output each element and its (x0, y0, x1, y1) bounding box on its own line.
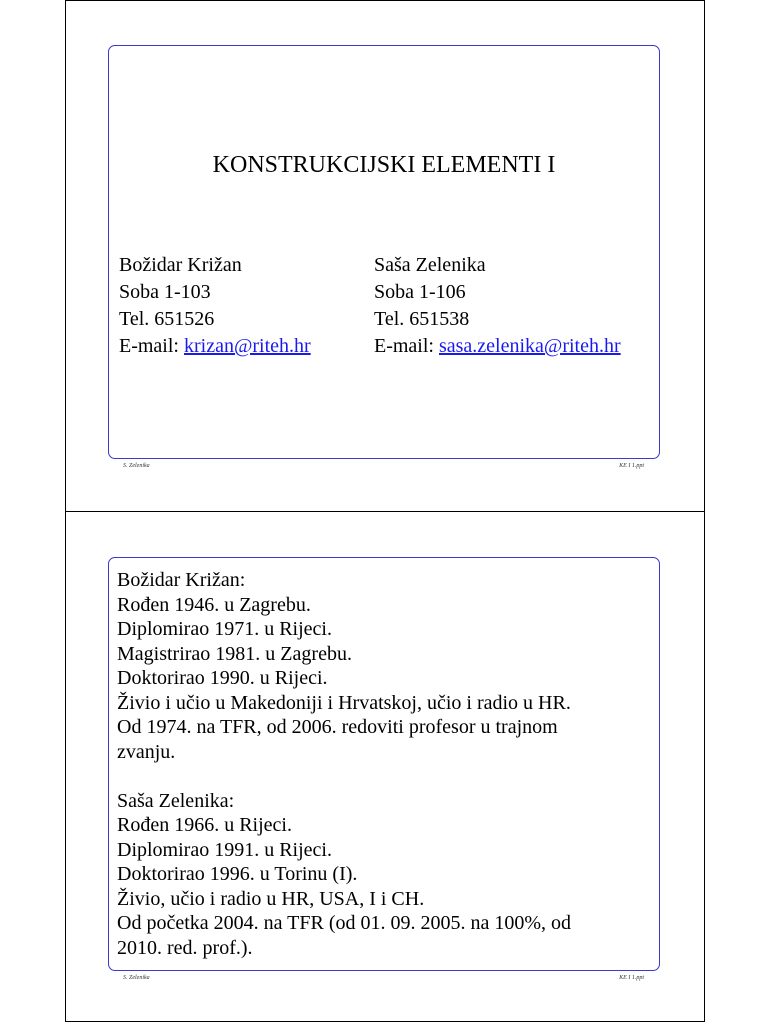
footer-author: S. Zelenika (123, 975, 150, 981)
footer-filename: KE I 1.ppt (619, 463, 644, 469)
slide-2 (108, 557, 660, 971)
slide-title: KONSTRUKCIJSKI ELEMENTI I (212, 152, 556, 178)
contact-name: Božidar Križan (119, 254, 242, 276)
bio-line: zvanju. (117, 740, 176, 763)
bio-line: Živio i učio u Makedoniji i Hrvatskoj, učio i radio u HR. (117, 691, 571, 714)
email-label: E-mail: (374, 335, 439, 357)
contact-name: Saša Zelenika (374, 254, 486, 276)
bio-line: Doktorirao 1996. u Torinu (I). (117, 863, 358, 885)
bio-spacer (117, 764, 637, 789)
contact-phone: Tel. 651538 (374, 308, 470, 330)
slide-1 (108, 45, 660, 459)
footer-filename: KE I 1.ppt (619, 975, 644, 981)
bio-line: Diplomirao 1971. u Rijeci. (117, 618, 332, 640)
bio-zelenika-heading: Saša Zelenika: (117, 789, 235, 812)
bio-line: Magistrirao 1981. u Zagrebu. (117, 642, 352, 665)
contact-room: Soba 1-106 (374, 281, 466, 303)
bio-line: Od 1974. na TFR, od 2006. redoviti profesor u trajnom (117, 716, 558, 738)
bio-line: 2010. red. prof.). (117, 936, 253, 959)
bio-krizan-heading: Božidar Križan: (117, 569, 246, 591)
bio-line: Rođen 1966. u Rijeci. (117, 814, 292, 836)
contact-zelenika (374, 252, 621, 360)
contact-room: Soba 1-103 (119, 281, 211, 303)
footer-author: S. Zelenika (123, 463, 150, 469)
contact-email-line (119, 333, 311, 360)
bio-line: Doktorirao 1990. u Rijeci. (117, 667, 328, 689)
email-label: E-mail: (119, 335, 184, 357)
contact-phone: Tel. 651526 (119, 308, 215, 330)
bio-line: Diplomirao 1991. u Rijeci. (117, 838, 332, 861)
page-divider (65, 511, 705, 512)
contact-krizan (119, 252, 311, 360)
contact-email-line (374, 333, 621, 360)
bio-line: Od početka 2004. na TFR (od 01. 09. 2005. na 100%, od (117, 912, 572, 934)
bio-line: Rođen 1946. u Zagrebu. (117, 593, 311, 616)
bio-line: Živio, učio i radio u HR, USA, I i CH. (117, 887, 425, 910)
email-link-zelenika[interactable]: sasa.zelenika@riteh.hr (438, 335, 621, 357)
bio-block (117, 568, 637, 960)
email-link-krizan[interactable]: krizan@riteh.hr (183, 335, 311, 357)
